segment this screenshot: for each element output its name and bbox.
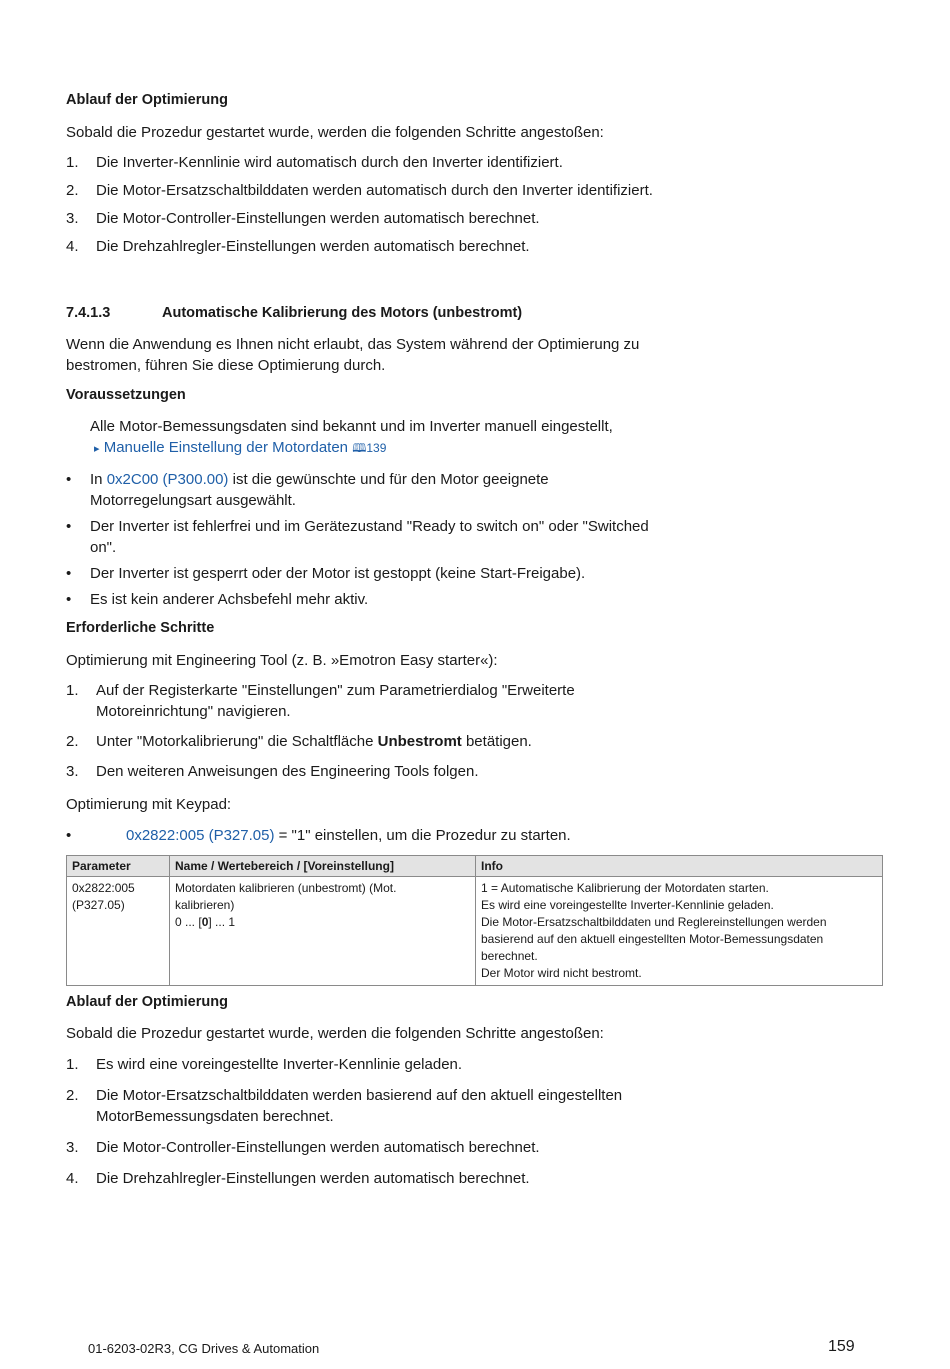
list-item: 2. Die Motor-Ersatzschaltbilddaten werden basierend auf den aktuell eingestellten MotorBemessungsdaten berechnet. bbox=[66, 1087, 623, 1125]
parameter-table-wrapper bbox=[66, 855, 886, 986]
book-icon: 🕮 bbox=[352, 441, 367, 455]
param-cell: 0x2822:005 (P327.05) bbox=[67, 877, 170, 986]
column-header: Info bbox=[476, 856, 883, 877]
page-reference[interactable]: 139 bbox=[366, 441, 387, 455]
column-header: Parameter bbox=[67, 856, 170, 877]
keypad-step: • 0x2822:005 (P327.05) = "1" einstellen, um die Prozedur zu starten. bbox=[66, 827, 571, 844]
tool-steps bbox=[66, 680, 886, 782]
tool-intro: Optimierung mit Engineering Tool (z. B. »Emotron Easy starter«): bbox=[66, 652, 498, 669]
list-item: 3. Den weiteren Anweisungen des Engineering Tools folgen. bbox=[66, 763, 479, 780]
keypad-intro: Optimierung mit Keypad: bbox=[66, 796, 232, 813]
list-item: • Es ist kein anderer Achsbefehl mehr aktiv. bbox=[66, 591, 369, 608]
section-intro: Sobald die Prozedur gestartet wurde, werden die folgenden Schritte angestoßen: bbox=[66, 124, 604, 141]
procedure-steps bbox=[66, 1054, 886, 1189]
info-cell: 1 = Automatische Kalibrierung der Motordaten starten. Es wird eine voreingestellte Inverter-Kennlinie geladen. Die Motor-Ersatzschaltbilddaten und Reglereinstellungen werden basierend auf den aktuell eingestellten Motor-Bemessungsdaten berechnet. Der Motor wird nicht bestromt. bbox=[476, 877, 883, 986]
list-item: 1. Auf der Registerkarte "Einstellungen" zum Parametrierdialog "Erweiterte Motoreinrichtung" navigieren. bbox=[66, 682, 575, 720]
section-heading: Ablauf der Optimierung bbox=[66, 92, 228, 108]
list-item: 1. Die Inverter-Kennlinie wird automatisch durch den Inverter identifiziert. bbox=[66, 154, 563, 171]
param-link-0x2822[interactable]: 0x2822:005 (P327.05) bbox=[126, 827, 275, 844]
list-item: • Der Inverter ist gesperrt oder der Motor ist gestoppt (keine Start-Freigabe). bbox=[66, 565, 586, 582]
list-item: • Der Inverter ist fehlerfrei und im Gerätezustand "Ready to switch on" oder "Switched on". bbox=[66, 518, 649, 556]
list-item: 2. Die Motor-Ersatzschaltbilddaten werden automatisch durch den Inverter identifiziert. bbox=[66, 182, 653, 199]
chapter-number: 7.4.1.3 bbox=[66, 305, 111, 321]
section-intro: Sobald die Prozedur gestartet wurde, werden die folgenden Schritte angestoßen: bbox=[66, 1025, 604, 1042]
section-heading: Ablauf der Optimierung bbox=[66, 994, 228, 1010]
table-header-row bbox=[67, 856, 883, 877]
prereq-list bbox=[66, 469, 886, 610]
list-item: 4. Die Drehzahlregler-Einstellungen werden automatisch berechnet. bbox=[66, 1170, 530, 1187]
manual-motor-data-link[interactable] bbox=[94, 437, 914, 460]
column-header: Name / Wertebereich / [Voreinstellung] bbox=[170, 856, 476, 877]
name-cell: Motordaten kalibrieren (unbestromt) (Mot. kalibrieren) 0 ... [0] ... 1 bbox=[170, 877, 476, 986]
footer-document-id: 01-6203-02R3, CG Drives & Automation bbox=[88, 1341, 320, 1356]
link-text[interactable]: Manuelle Einstellung der Motordaten bbox=[103, 439, 349, 456]
procedure-steps bbox=[66, 152, 886, 257]
list-item: 4. Die Drehzahlregler-Einstellungen werden automatisch berechnet. bbox=[66, 238, 530, 255]
prereq-heading: Voraussetzungen bbox=[66, 387, 186, 403]
list-item: 3. Die Motor-Controller-Einstellungen werden automatisch berechnet. bbox=[66, 210, 540, 227]
list-item: • In 0x2C00 (P300.00) ist die gewünschte und für den Motor geeignete Motorregelungsart ausgewählt. bbox=[66, 471, 549, 509]
parameter-table bbox=[66, 855, 883, 986]
steps-heading: Erforderliche Schritte bbox=[66, 620, 215, 636]
list-item: 3. Die Motor-Controller-Einstellungen werden automatisch berechnet. bbox=[66, 1139, 540, 1156]
chapter-title: Automatische Kalibrierung des Motors (unbestromt) bbox=[162, 305, 523, 321]
page-number: 159 bbox=[828, 1338, 855, 1355]
list-item: 2. Unter "Motorkalibrierung" die Schaltfläche Unbestromt betätigen. bbox=[66, 733, 532, 750]
list-item: 1. Es wird eine voreingestellte Inverter-Kennlinie geladen. bbox=[66, 1056, 463, 1073]
prereq-line: Alle Motor-Bemessungsdaten sind bekannt und im Inverter manuell eingestellt, bbox=[90, 418, 613, 435]
chapter-heading bbox=[66, 304, 886, 322]
arrow-right-icon: ▸ bbox=[94, 443, 100, 455]
param-link-0x2c00[interactable]: 0x2C00 (P300.00) bbox=[106, 471, 229, 488]
chapter-intro: Wenn die Anwendung es Ihnen nicht erlaubt, das System während der Optimierung zu bestromen, führen Sie diese Optimierung durch. bbox=[66, 336, 640, 374]
table-row bbox=[67, 877, 883, 986]
